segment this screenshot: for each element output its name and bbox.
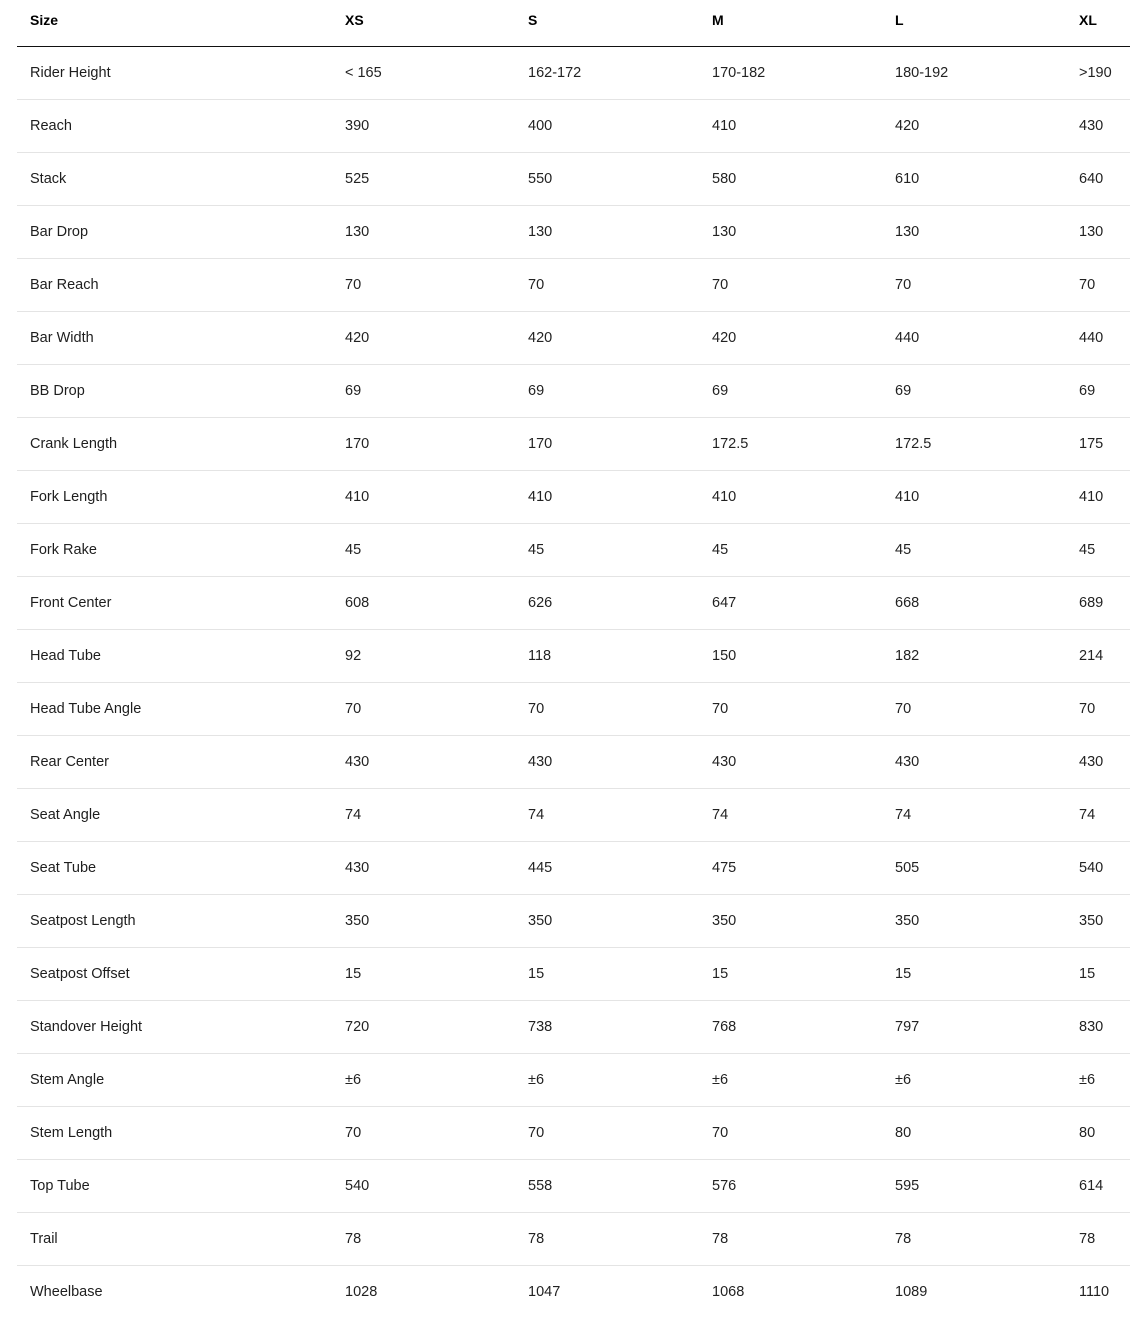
value-xs: 350 <box>332 894 515 947</box>
value-s: 74 <box>515 788 699 841</box>
value-xl: 78 <box>1066 1212 1130 1265</box>
value-m: 768 <box>699 1000 882 1053</box>
row-label: Bar Reach <box>17 258 332 311</box>
table-row <box>17 311 1130 364</box>
value-m: 1068 <box>712 1283 745 1300</box>
value-s: 550 <box>515 152 699 205</box>
value-l: 420 <box>882 99 1066 152</box>
value-xs: 720 <box>332 1000 515 1053</box>
geometry-table-body <box>17 46 1130 1318</box>
value-s: ±6 <box>515 1053 699 1106</box>
row-label: Crank Length <box>17 417 332 470</box>
table-row <box>17 364 1130 417</box>
table-row <box>17 99 1130 152</box>
value-m: 172.5 <box>699 417 882 470</box>
value-xs: 130 <box>332 205 515 258</box>
value-l: 130 <box>882 205 1066 258</box>
row-label: Stem Length <box>17 1106 332 1159</box>
table-row <box>17 1000 1130 1053</box>
value-l: 74 <box>882 788 1066 841</box>
value-xs: 430 <box>332 735 515 788</box>
value-l: 610 <box>882 152 1066 205</box>
value-l: ±6 <box>882 1053 1066 1106</box>
value-xl: 74 <box>1066 788 1130 841</box>
value-m: 410 <box>699 470 882 523</box>
header-size: Size <box>17 0 332 46</box>
value-xl: 430 <box>1066 99 1130 152</box>
row-label: Fork Length <box>17 470 332 523</box>
value-l: 70 <box>882 258 1066 311</box>
value-s: 738 <box>515 1000 699 1053</box>
value-xs: 420 <box>332 311 515 364</box>
value-xs: < 165 <box>332 46 515 99</box>
row-label: Fork Rake <box>17 523 332 576</box>
table-row <box>17 1106 1130 1159</box>
value-m: 410 <box>699 99 882 152</box>
row-label: Rider Height <box>17 46 332 99</box>
value-m: 74 <box>699 788 882 841</box>
value-xl: 640 <box>1066 152 1130 205</box>
value-m: 150 <box>699 629 882 682</box>
value-s: 420 <box>515 311 699 364</box>
row-label: Seatpost Offset <box>17 947 332 1000</box>
value-xl: 45 <box>1066 523 1130 576</box>
value-xs: 78 <box>332 1212 515 1265</box>
header-xl: XL <box>1066 0 1130 46</box>
value-m: 45 <box>699 523 882 576</box>
value-l: 78 <box>882 1212 1066 1265</box>
value-m: 475 <box>699 841 882 894</box>
table-row <box>17 576 1130 629</box>
table-row <box>17 46 1130 99</box>
row-label: Top Tube <box>17 1159 332 1212</box>
table-row <box>17 894 1130 947</box>
table-row <box>17 258 1130 311</box>
table-row <box>17 788 1130 841</box>
value-l: 80 <box>882 1106 1066 1159</box>
value-xl: 689 <box>1066 576 1130 629</box>
header-m: M <box>699 0 882 46</box>
value-xl: 69 <box>1066 364 1130 417</box>
row-label: Standover Height <box>17 1000 332 1053</box>
value-m: 130 <box>699 205 882 258</box>
value-s: 70 <box>515 258 699 311</box>
value-s: 118 <box>515 629 699 682</box>
row-label: Bar Drop <box>17 205 332 258</box>
geometry-table-header <box>17 0 1130 46</box>
row-label: Front Center <box>17 576 332 629</box>
value-xl: 540 <box>1066 841 1130 894</box>
value-s: 162-172 <box>515 46 699 99</box>
table-row <box>17 1265 1130 1318</box>
value-s: 430 <box>515 735 699 788</box>
value-xs: 92 <box>332 629 515 682</box>
value-xl: 175 <box>1066 417 1130 470</box>
value-l: 595 <box>882 1159 1066 1212</box>
value-xs: 410 <box>332 470 515 523</box>
value-m: 580 <box>699 152 882 205</box>
value-l: 350 <box>882 894 1066 947</box>
value-xl: 70 <box>1066 682 1130 735</box>
table-row <box>17 682 1130 735</box>
value-xs: 1028 <box>345 1283 378 1300</box>
value-xl: 15 <box>1066 947 1130 1000</box>
table-row <box>17 629 1130 682</box>
row-label: BB Drop <box>17 364 332 417</box>
value-l: 15 <box>882 947 1066 1000</box>
value-m: 170-182 <box>699 46 882 99</box>
value-xs: 170 <box>332 417 515 470</box>
value-xs: 69 <box>332 364 515 417</box>
row-label: Seat Tube <box>17 841 332 894</box>
value-l: 430 <box>882 735 1066 788</box>
table-row <box>17 470 1130 523</box>
header-s: S <box>515 0 699 46</box>
header-row <box>17 0 1130 46</box>
value-s: 1047 <box>528 1283 561 1300</box>
value-m: 78 <box>699 1212 882 1265</box>
table-row <box>17 417 1130 470</box>
row-label: Reach <box>17 99 332 152</box>
value-l: 505 <box>882 841 1066 894</box>
value-xs: 70 <box>332 258 515 311</box>
value-xs: 74 <box>332 788 515 841</box>
row-label: Stack <box>17 152 332 205</box>
value-xl: 430 <box>1066 735 1130 788</box>
value-s: 45 <box>515 523 699 576</box>
table-row <box>17 205 1130 258</box>
value-xl: 614 <box>1066 1159 1130 1212</box>
value-m: 576 <box>699 1159 882 1212</box>
value-xs: 540 <box>332 1159 515 1212</box>
table-row <box>17 1159 1130 1212</box>
table-row <box>17 947 1130 1000</box>
value-xs: ±6 <box>332 1053 515 1106</box>
row-label: Seat Angle <box>17 788 332 841</box>
row-label: Bar Width <box>17 311 332 364</box>
value-xl: 1110 <box>1079 1283 1110 1300</box>
table-row <box>17 1212 1130 1265</box>
value-s: 410 <box>515 470 699 523</box>
value-xs: 608 <box>332 576 515 629</box>
value-m: 70 <box>699 682 882 735</box>
value-s: 350 <box>515 894 699 947</box>
value-xl: 830 <box>1066 1000 1130 1053</box>
value-l: 70 <box>882 682 1066 735</box>
row-label: Stem Angle <box>17 1053 332 1106</box>
table-row <box>17 523 1130 576</box>
geometry-table <box>17 0 1130 1318</box>
value-l: 45 <box>882 523 1066 576</box>
value-s: 70 <box>515 1106 699 1159</box>
value-l: 668 <box>882 576 1066 629</box>
row-label: Wheelbase <box>30 1283 103 1300</box>
value-xl: 70 <box>1066 258 1130 311</box>
value-s: 400 <box>515 99 699 152</box>
value-m: 69 <box>699 364 882 417</box>
value-l: 172.5 <box>882 417 1066 470</box>
value-s: 78 <box>515 1212 699 1265</box>
value-xs: 70 <box>332 682 515 735</box>
table-row <box>17 1053 1130 1106</box>
row-label: Head Tube <box>17 629 332 682</box>
value-s: 69 <box>515 364 699 417</box>
value-m: 15 <box>699 947 882 1000</box>
value-xl: >190 <box>1066 46 1130 99</box>
value-xl: 130 <box>1066 205 1130 258</box>
value-l: 410 <box>882 470 1066 523</box>
value-l: 440 <box>882 311 1066 364</box>
value-m: 420 <box>699 311 882 364</box>
value-s: 170 <box>515 417 699 470</box>
value-s: 15 <box>515 947 699 1000</box>
row-label: Seatpost Length <box>17 894 332 947</box>
header-xs: XS <box>332 0 515 46</box>
value-m: 350 <box>699 894 882 947</box>
value-s: 558 <box>515 1159 699 1212</box>
value-xs: 70 <box>332 1106 515 1159</box>
value-xs: 430 <box>332 841 515 894</box>
value-l: 797 <box>882 1000 1066 1053</box>
value-xl: 410 <box>1066 470 1130 523</box>
table-row <box>17 841 1130 894</box>
value-xs: 390 <box>332 99 515 152</box>
value-l: 180-192 <box>882 46 1066 99</box>
value-m: 430 <box>699 735 882 788</box>
value-m: 70 <box>699 1106 882 1159</box>
header-l: L <box>882 0 1066 46</box>
value-xs: 525 <box>332 152 515 205</box>
table-row <box>17 735 1130 788</box>
value-xl: ±6 <box>1066 1053 1130 1106</box>
value-m: ±6 <box>699 1053 882 1106</box>
value-xl: 350 <box>1066 894 1130 947</box>
value-s: 70 <box>515 682 699 735</box>
value-l: 182 <box>882 629 1066 682</box>
row-label: Trail <box>17 1212 332 1265</box>
value-l: 69 <box>882 364 1066 417</box>
value-s: 626 <box>515 576 699 629</box>
value-xl: 80 <box>1066 1106 1130 1159</box>
value-m: 70 <box>699 258 882 311</box>
row-label: Head Tube Angle <box>17 682 332 735</box>
value-l: 1089 <box>895 1283 928 1300</box>
value-s: 445 <box>515 841 699 894</box>
value-xs: 15 <box>332 947 515 1000</box>
value-xs: 45 <box>332 523 515 576</box>
table-row <box>17 152 1130 205</box>
row-label: Rear Center <box>17 735 332 788</box>
value-xl: 214 <box>1066 629 1130 682</box>
value-xl: 440 <box>1066 311 1130 364</box>
value-s: 130 <box>515 205 699 258</box>
value-m: 647 <box>699 576 882 629</box>
